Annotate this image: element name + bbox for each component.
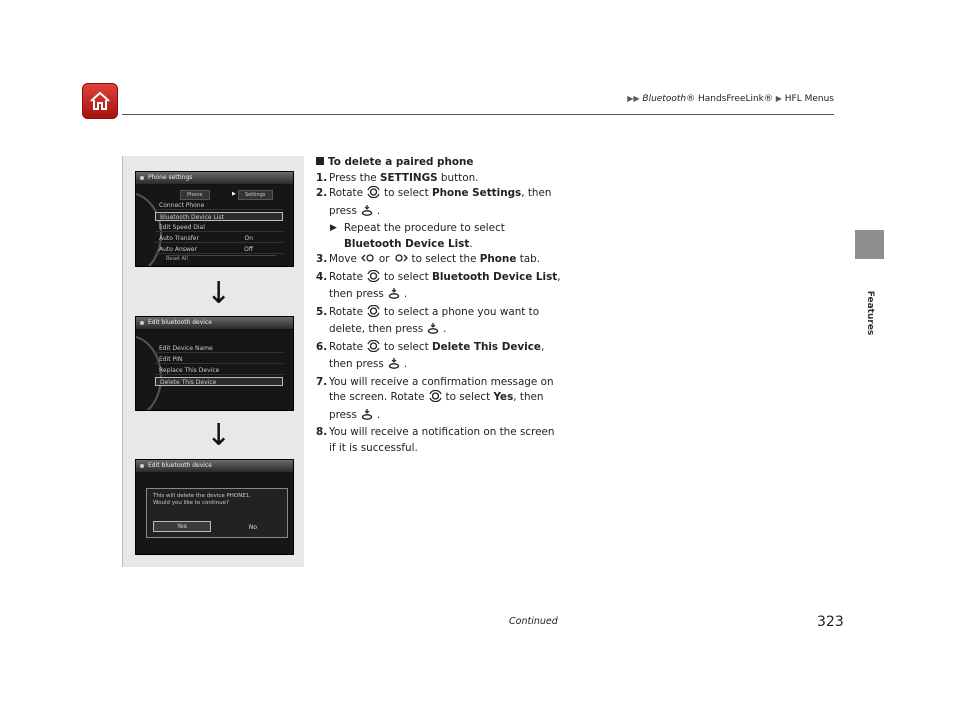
dial-knob-icon [367,270,380,288]
phone-settings-screen [135,171,294,267]
menu-item[interactable]: Edit Device Name [155,344,283,353]
tab-arrow-icon: ▶ [232,191,236,197]
breadcrumb-arrow-icon: ▶ [775,94,782,103]
dial-knob-icon [429,390,442,408]
confirm-dialog [146,488,288,538]
step-4-cont: then press . [316,287,561,305]
step-7: 7. You will receive a confirmation message on [316,375,554,388]
tab-settings[interactable]: Settings [238,190,273,200]
step-7-cont: the screen. Rotate to select Yes, then [316,390,561,408]
screen-title: Phone settings [136,172,293,185]
dial-knob-icon [367,340,380,358]
screen-title: Edit bluetooth device [136,317,293,330]
press-knob-icon [427,322,439,340]
menu-item[interactable]: Auto Transfer On [155,234,283,243]
menu-item-selected[interactable]: Bluetooth Device List [155,212,283,221]
breadcrumb-part3: HFL Menus [784,94,834,104]
step-2-cont: press . [316,204,561,222]
header-rule [122,114,834,115]
breadcrumb-reg1: ® [686,94,696,104]
breadcrumb-reg2: ® [763,94,773,104]
step-6-cont: then press . [316,357,561,375]
breadcrumb [627,94,834,104]
breadcrumb-part1: Bluetooth [642,94,687,104]
dial-knob-icon [367,186,380,204]
bullet-square-icon [316,157,324,165]
step-3: 3. Move or to select the Phone tab. [316,252,561,270]
step-2-note: ▶ Repeat the procedure to select [316,221,561,237]
press-knob-icon [388,287,400,305]
section-tab-marker [855,230,884,259]
step-5-cont: delete, then press . [316,322,561,340]
page-number: 323 [817,614,844,630]
step-8: 8. You will receive a notification on the screen [316,426,555,438]
step-7-cont2: press . [316,408,561,426]
dialog-message: This will delete the device PHONE1. Would you like to continue? [153,493,252,506]
menu-item[interactable]: Connect Phone [155,201,283,210]
menu-item-selected[interactable]: Delete This Device [155,377,283,386]
dial-knob-icon [367,305,380,323]
press-knob-icon [361,408,373,426]
screen-title: Edit bluetooth device [136,460,293,473]
move-right-icon [394,252,408,270]
step-8-cont: if it is successful. [329,441,418,454]
edit-device-screen [135,316,294,411]
home-button[interactable] [82,83,118,119]
step-2-note-cont: Bluetooth Device List. [344,237,473,250]
no-button[interactable]: No [248,524,258,531]
down-arrow-icon: ↓ [206,418,232,453]
menu-item[interactable]: Replace This Device [155,366,283,375]
figure-panel [122,156,304,567]
step-4: 4. Rotate to select Bluetooth Device List, [316,270,561,288]
section-title: To delete a paired phone [316,155,561,171]
step-2: 2. Rotate to select Phone Settings, then [316,186,561,204]
breadcrumb-arrow-icon: ▶▶ [627,94,640,103]
procedure-steps [316,155,561,456]
step-6: 6. Rotate to select Delete This Device, [316,340,561,358]
move-left-icon [361,252,375,270]
press-knob-icon [361,204,373,222]
tab-phone[interactable]: Phone [180,190,210,200]
menu-item[interactable]: Edit PIN [155,355,283,364]
yes-button[interactable]: Yes [153,521,211,532]
home-icon [88,89,112,113]
breadcrumb-part2: HandsFreeLink [695,94,764,104]
menu-item[interactable]: Edit Speed Dial [155,223,283,232]
screen-footer: Reset All [166,255,276,262]
note-arrow-icon: ▶ [330,223,337,233]
step-1: 1. Press the SETTINGS button. [316,171,479,184]
confirm-delete-screen [135,459,294,555]
press-knob-icon [388,357,400,375]
step-5: 5. Rotate to select a phone you want to [316,305,561,323]
continued-label: Continued [509,616,558,627]
menu-item[interactable]: Auto Answer Off [155,245,283,254]
section-tab-label: Features [865,290,875,336]
screen-tabs [174,190,284,198]
down-arrow-icon: ↓ [206,276,232,311]
